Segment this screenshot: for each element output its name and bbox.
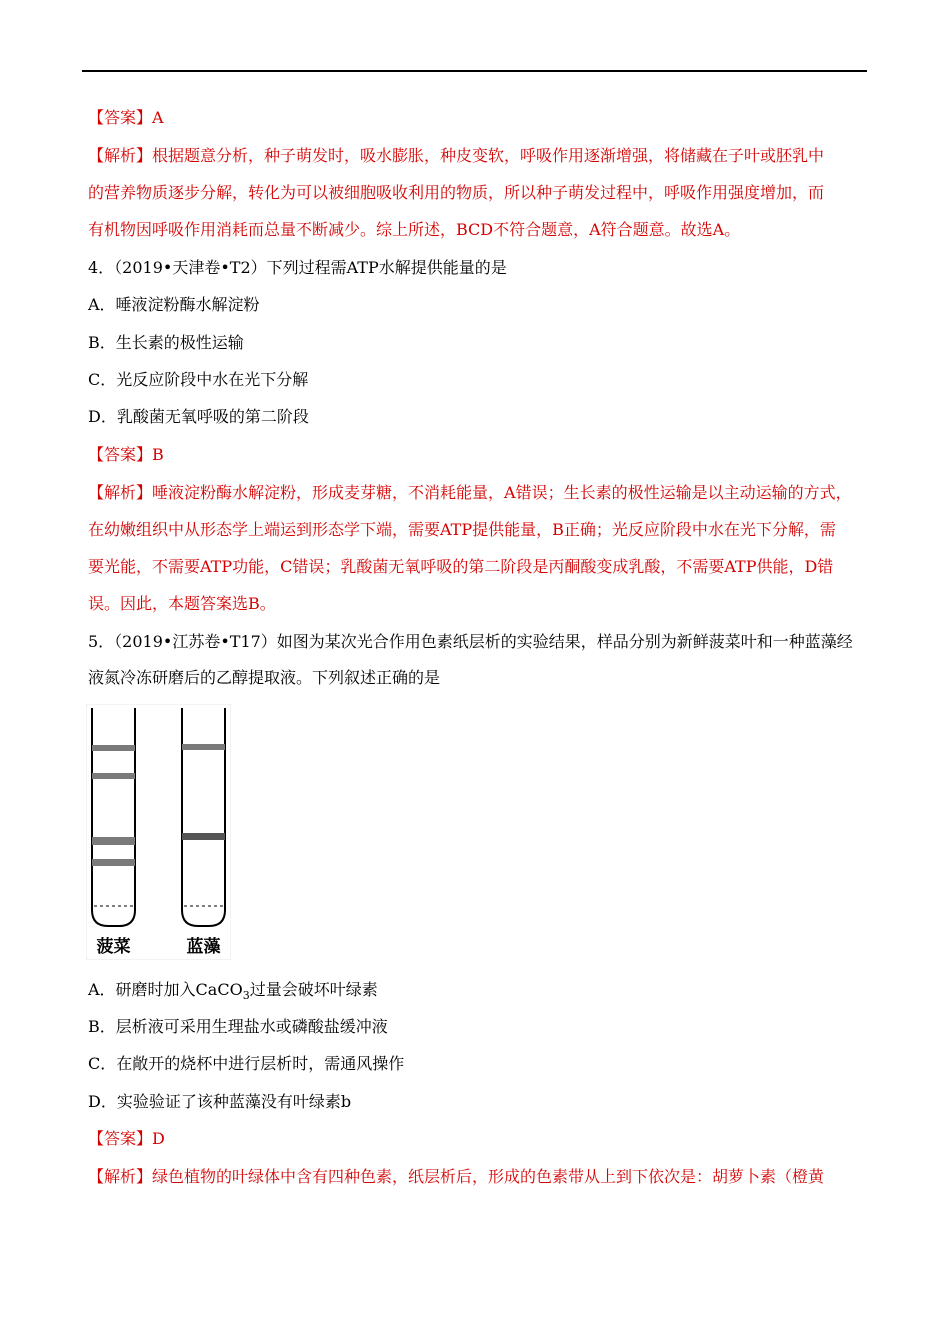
analysis-tag: 【解析】	[88, 146, 153, 165]
spinach-band-3	[92, 837, 135, 845]
q4-answer-line	[88, 444, 164, 466]
q5-stem-line-2: 液氮冷冻研磨后的乙醇提取液。下列叙述正确的是	[88, 668, 441, 687]
q5-stem-line-1: 5．（2019•江苏卷•T17）如图为某次光合作用色素纸层析的实验结果，样品分别为新鲜菠菜叶和一种蓝藻经	[88, 632, 853, 651]
analysis-tag: 【解析】	[88, 483, 153, 502]
cyano-band-1	[182, 744, 225, 750]
chromatography-figure	[86, 704, 231, 960]
q5-option-c: C．在敞开的烧杯中进行层析时，需通风操作	[88, 1054, 405, 1073]
prev-analysis-line-3: 有机物因呼吸作用消耗而总量不断减少。综上所述，BCD不符合题意，A符合题意。故选A。	[88, 220, 741, 239]
q5-option-b: B．层析液可采用生理盐水或磷酸盐缓冲液	[88, 1017, 388, 1036]
q4-option-b: B．生长素的极性运输	[88, 333, 244, 352]
answer-value: A	[152, 108, 164, 127]
q4-option-c: C．光反应阶段中水在光下分解	[88, 370, 309, 389]
spinach-band-4	[92, 859, 135, 866]
answer-tag: 【答案】	[88, 108, 153, 127]
answer-tag: 【答案】	[88, 445, 153, 464]
answer-value: D	[152, 1129, 165, 1148]
q4-analysis-line-4: 误。因此，本题答案选B。	[88, 594, 276, 613]
analysis-tag: 【解析】	[88, 1167, 153, 1186]
prev-answer-line	[88, 107, 164, 129]
option-a-text: A．研磨时加入CaCO	[88, 980, 243, 999]
q5-option-d: D．实验验证了该种蓝藻没有叶绿素b	[88, 1092, 352, 1111]
prev-analysis-line-1	[88, 145, 824, 167]
q4-option-a: A．唾液淀粉酶水解淀粉	[88, 295, 260, 314]
q4-stem: 4．（2019•天津卷•T2）下列过程需ATP水解提供能量的是	[88, 258, 507, 277]
q5-option-a	[88, 979, 378, 1007]
spinach-band-1	[92, 745, 135, 751]
q4-analysis-line-3: 要光能，不需要ATP功能，C错误；乳酸菌无氧呼吸的第二阶段是丙酮酸变成乳酸，不需要ATP供能，D错	[88, 557, 834, 576]
answer-tag: 【答案】	[88, 1129, 153, 1148]
q5-analysis-line-1	[88, 1166, 824, 1188]
chromatography-diagram	[86, 704, 231, 960]
cyano-band-2	[182, 833, 225, 840]
option-a-subscript: 3	[242, 989, 250, 1002]
option-a-text-rest: 过量会破坏叶绿素	[249, 980, 378, 999]
answer-value: B	[152, 445, 164, 464]
analysis-text: 唾液淀粉酶水解淀粉，形成麦芽糖，不消耗能量，A错误；生长素的极性运输是以主动运输的方式，	[152, 483, 852, 502]
q4-analysis-line-1	[88, 482, 852, 504]
q4-option-d: D．乳酸菌无氧呼吸的第二阶段	[88, 407, 309, 426]
analysis-text: 绿色植物的叶绿体中含有四种色素，纸层析后，形成的色素带从上到下依次是：胡萝卜素（橙黄	[152, 1167, 825, 1186]
q5-answer-line	[88, 1128, 165, 1150]
prev-analysis-line-2: 的营养物质逐步分解，转化为可以被细胞吸收利用的物质，所以种子萌发过程中，呼吸作用强度增加，而	[88, 183, 825, 202]
q4-analysis-line-2: 在幼嫩组织中从形态学上端运到形态学下端，需要ATP提供能量，B正确；光反应阶段中水在光下分解，需	[88, 520, 836, 539]
spinach-label: 菠菜	[96, 937, 131, 957]
cyano-label: 蓝藻	[186, 937, 221, 957]
analysis-text: 根据题意分析，种子萌发时，吸水膨胀，种皮变软，呼吸作用逐渐增强，将储藏在子叶或胚乳中	[152, 146, 825, 165]
header-rule	[82, 70, 867, 72]
spinach-band-2	[92, 773, 135, 779]
